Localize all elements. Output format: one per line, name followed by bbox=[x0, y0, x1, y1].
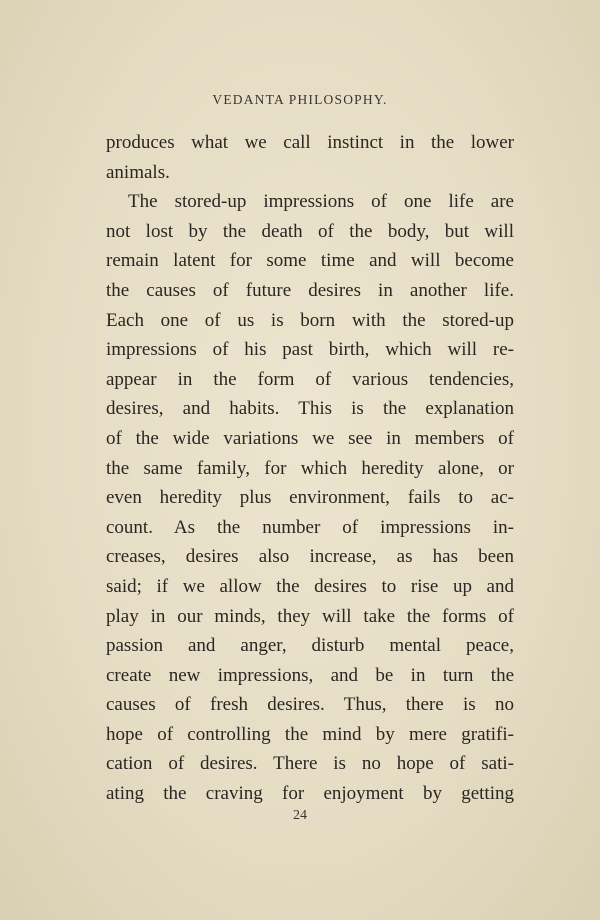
text-line: animals. bbox=[106, 161, 170, 183]
text-line: count. As the number of impressions in- bbox=[106, 516, 514, 538]
text-line: causes of fresh desires. Thus, there is no bbox=[106, 694, 514, 716]
text-line: hope of controlling the mind by mere gratifi- bbox=[106, 723, 514, 745]
text-line: desires, and habits. This is the explanation bbox=[106, 398, 514, 420]
text-line: impressions of his past birth, which will re- bbox=[106, 339, 514, 361]
text-line: even heredity plus environment, fails to ac- bbox=[106, 487, 514, 509]
text-line: creases, desires also increase, as has been bbox=[106, 546, 514, 568]
text-line: the causes of future desires in another life. bbox=[106, 279, 514, 301]
text-line: play in our minds, they will take the forms of bbox=[106, 605, 514, 627]
text-line: cation of desires. There is no hope of sati- bbox=[106, 753, 514, 775]
page-number: 24 bbox=[293, 808, 307, 823]
text-line: remain latent for some time and will become bbox=[106, 250, 514, 272]
text-line: appear in the form of various tendencies, bbox=[106, 368, 514, 390]
text-line: produces what we call instinct in the lower bbox=[106, 132, 514, 153]
body-text bbox=[106, 128, 514, 809]
text-line: not lost by the death of the body, but will bbox=[106, 220, 514, 242]
text-line: Each one of us is born with the stored-up bbox=[106, 309, 514, 331]
text-line: passion and anger, disturb mental peace, bbox=[106, 635, 514, 657]
text-line: ating the craving for enjoyment by getting bbox=[106, 783, 514, 805]
text-line: The stored-up impressions of one life are bbox=[128, 191, 514, 213]
running-head: VEDANTA PHILOSOPHY. bbox=[212, 92, 388, 107]
text-line: create new impressions, and be in turn the bbox=[106, 664, 514, 686]
text-line: of the wide variations we see in members of bbox=[106, 427, 514, 449]
text-line: the same family, for which heredity alone, or bbox=[106, 457, 514, 479]
text-line: said; if we allow the desires to rise up and bbox=[106, 575, 514, 597]
